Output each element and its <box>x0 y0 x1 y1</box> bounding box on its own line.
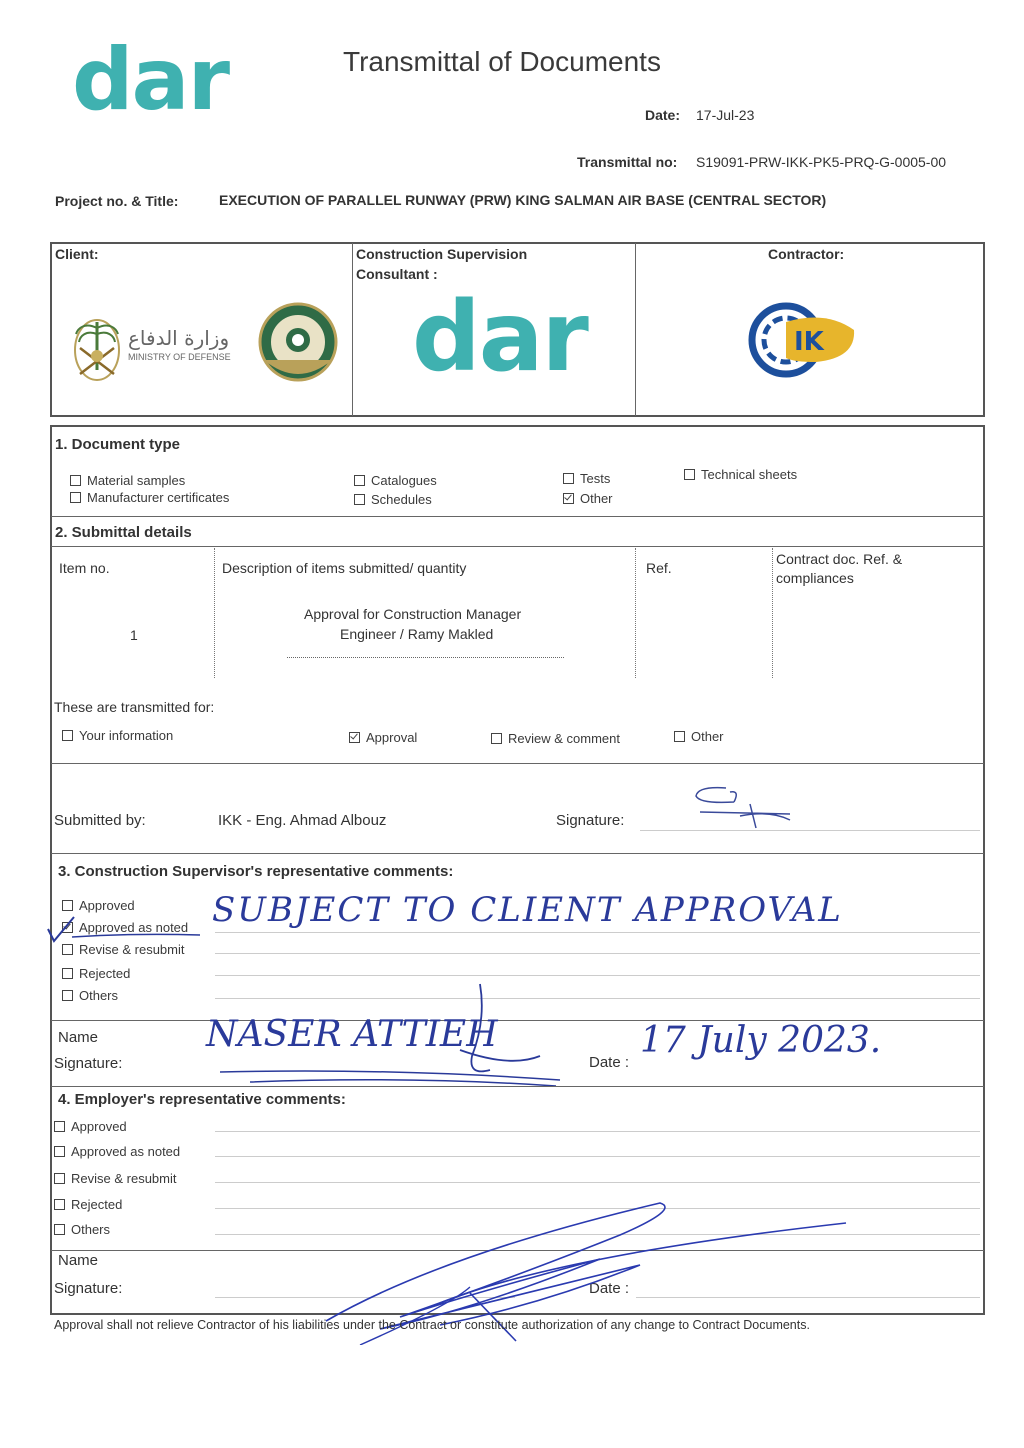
section-divider <box>51 1086 984 1087</box>
item-description-line2: Engineer / Ramy Makled <box>340 626 494 642</box>
mod-arabic-text: وزارة الدفاع <box>128 326 230 350</box>
handwritten-supervisor-name: NASER ATTIEH <box>206 1014 498 1055</box>
supervisor-comments-title: 3. Construction Supervisor's representative comments: <box>58 863 454 880</box>
date-label: Date: <box>645 107 681 123</box>
footer-note: Approval shall not relieve Contractor of his liabilities under the Contract or constitute authorization of any change to Contract Documents. <box>54 1318 810 1332</box>
checkbox[interactable] <box>354 494 365 505</box>
purpose-your-information[interactable] <box>62 728 173 743</box>
checkbox[interactable] <box>491 733 502 744</box>
supervisor-date-label: Date : <box>589 1054 630 1071</box>
employer-rejected[interactable] <box>54 1197 122 1212</box>
checkbox[interactable] <box>62 900 73 911</box>
option-label: Tests <box>580 471 611 486</box>
checkbox[interactable] <box>354 475 365 486</box>
option-label: Others <box>79 988 119 1003</box>
submitter-signature-label: Signature: <box>556 812 625 829</box>
ikk-logo-text: IK <box>794 327 824 357</box>
option-label: Other <box>580 491 613 506</box>
consultant-label-line2: Consultant : <box>356 266 438 282</box>
option-label: Rejected <box>71 1197 123 1212</box>
supervisor-rejected[interactable] <box>62 966 130 981</box>
checkbox[interactable] <box>62 990 73 1001</box>
submitted-by-value: IKK - Eng. Ahmad Albouz <box>218 812 387 829</box>
checkbox[interactable] <box>70 475 81 486</box>
project-title: EXECUTION OF PARALLEL RUNWAY (PRW) KING SALMAN AIR BASE (CENTRAL SECTOR) <box>219 192 827 208</box>
mod-emblem-icon <box>70 308 124 386</box>
mod-english-text: MINISTRY OF DEFENSE <box>128 352 231 362</box>
option-label: Rejected <box>79 966 131 981</box>
comment-line <box>215 1156 980 1157</box>
doc-type-manufacturer-certificates[interactable] <box>70 490 229 505</box>
column-divider <box>635 548 636 678</box>
parties-divider-2 <box>635 243 636 416</box>
option-label: Revise & resubmit <box>79 942 185 957</box>
checkbox[interactable] <box>54 1173 65 1184</box>
column-contract-doc-1: Contract doc. Ref. & <box>776 551 903 567</box>
comment-line <box>215 1131 980 1132</box>
column-ref: Ref. <box>646 560 672 576</box>
dar-logo: dar <box>72 30 229 130</box>
comment-line <box>215 1182 980 1183</box>
doc-type-technical-sheets[interactable] <box>684 467 797 482</box>
section-divider <box>51 853 984 854</box>
employer-approved-as-noted[interactable] <box>54 1144 180 1159</box>
section-divider <box>51 546 984 547</box>
doc-type-title: 1. Document type <box>55 436 181 453</box>
doc-type-schedules[interactable] <box>354 492 432 507</box>
option-label: Review & comment <box>508 731 620 746</box>
option-label: Approved <box>71 1119 127 1134</box>
option-label: Material samples <box>87 473 186 488</box>
option-label: Revise & resubmit <box>71 1171 177 1186</box>
doc-type-material-samples[interactable] <box>70 473 185 488</box>
supervisor-signature-scribble <box>210 980 570 1090</box>
comment-line <box>215 932 980 933</box>
checkbox[interactable] <box>62 944 73 955</box>
doc-type-other[interactable] <box>563 491 613 506</box>
consultant-dar-logo: dar <box>412 281 587 393</box>
option-label: Your information <box>79 728 174 743</box>
comment-line <box>215 975 980 976</box>
option-label: Others <box>71 1222 111 1237</box>
client-label: Client: <box>55 246 99 262</box>
checkbox-checked[interactable] <box>563 493 574 504</box>
item-description-line1: Approval for Construction Manager <box>304 606 522 622</box>
option-label: Approved <box>79 898 135 913</box>
date-value: 17-Jul-23 <box>696 107 755 123</box>
option-label: Approved as noted <box>71 1144 181 1159</box>
column-item-no: Item no. <box>59 560 110 576</box>
transmitted-for-label: These are transmitted for: <box>54 699 215 715</box>
option-label: Manufacturer certificates <box>87 490 230 505</box>
checkbox[interactable] <box>70 492 81 503</box>
option-label: Technical sheets <box>701 467 798 482</box>
doc-type-catalogues[interactable] <box>354 473 437 488</box>
handwritten-check-mark <box>44 915 204 945</box>
submittal-title: 2. Submittal details <box>55 524 192 541</box>
submitter-signature-scribble <box>690 782 800 832</box>
column-divider <box>772 548 773 678</box>
checkbox[interactable] <box>563 473 574 484</box>
doc-type-tests[interactable] <box>563 471 610 486</box>
option-label: Approval <box>366 730 418 745</box>
checkbox[interactable] <box>54 1121 65 1132</box>
contractor-label: Contractor: <box>768 246 845 262</box>
item-number: 1 <box>130 627 138 643</box>
supervisor-others[interactable] <box>62 988 118 1003</box>
employer-approved[interactable] <box>54 1119 127 1134</box>
air-force-emblem-icon <box>256 300 340 384</box>
supervisor-approved[interactable] <box>62 898 135 913</box>
consultant-label-line1: Construction Supervision <box>356 246 528 262</box>
transmittal-value: S19091-PRW-IKK-PK5-PRQ-G-0005-00 <box>696 154 947 170</box>
checkbox[interactable] <box>674 731 685 742</box>
column-description: Description of items submitted/ quantity <box>222 560 467 576</box>
checkbox[interactable] <box>684 469 695 480</box>
parties-divider-1 <box>352 243 353 416</box>
purpose-other[interactable] <box>674 729 724 744</box>
section-divider <box>51 763 984 764</box>
transmittal-label: Transmittal no: <box>577 154 678 170</box>
employer-revise-resubmit[interactable] <box>54 1171 176 1186</box>
ikk-logo-icon <box>746 300 860 380</box>
option-label: Other <box>691 729 724 744</box>
column-divider <box>214 548 215 678</box>
supervisor-signature-label: Signature: <box>54 1055 123 1072</box>
option-label: Schedules <box>371 492 432 507</box>
purpose-review-comment[interactable] <box>491 731 620 746</box>
checkbox[interactable] <box>62 968 73 979</box>
section-divider <box>51 516 984 517</box>
column-contract-doc-2: compliances <box>776 570 854 586</box>
handwritten-date: 17 July 2023. <box>640 1020 882 1061</box>
option-label: Approved as noted <box>79 920 189 935</box>
handwritten-comment: SUBJECT TO CLIENT APPROVAL <box>212 890 843 930</box>
description-underline <box>287 657 564 658</box>
employer-others[interactable] <box>54 1222 110 1237</box>
supervisor-name-label: Name <box>58 1029 99 1046</box>
employer-date-label: Date : <box>589 1280 630 1297</box>
employer-signature-label: Signature: <box>54 1280 123 1297</box>
checkbox[interactable] <box>54 1199 65 1210</box>
document-title: Transmittal of Documents <box>343 46 661 77</box>
project-label: Project no. & Title: <box>55 193 179 209</box>
checkbox[interactable] <box>54 1146 65 1157</box>
comment-line <box>215 953 980 954</box>
purpose-approval[interactable] <box>349 730 417 745</box>
checkbox[interactable] <box>62 730 73 741</box>
option-label: Catalogues <box>371 473 437 488</box>
employer-comments-title: 4. Employer's representative comments: <box>58 1091 346 1108</box>
employer-name-label: Name <box>58 1252 99 1269</box>
checkbox-checked[interactable] <box>349 732 360 743</box>
submitted-by-label: Submitted by: <box>54 812 146 829</box>
checkbox[interactable] <box>54 1224 65 1235</box>
